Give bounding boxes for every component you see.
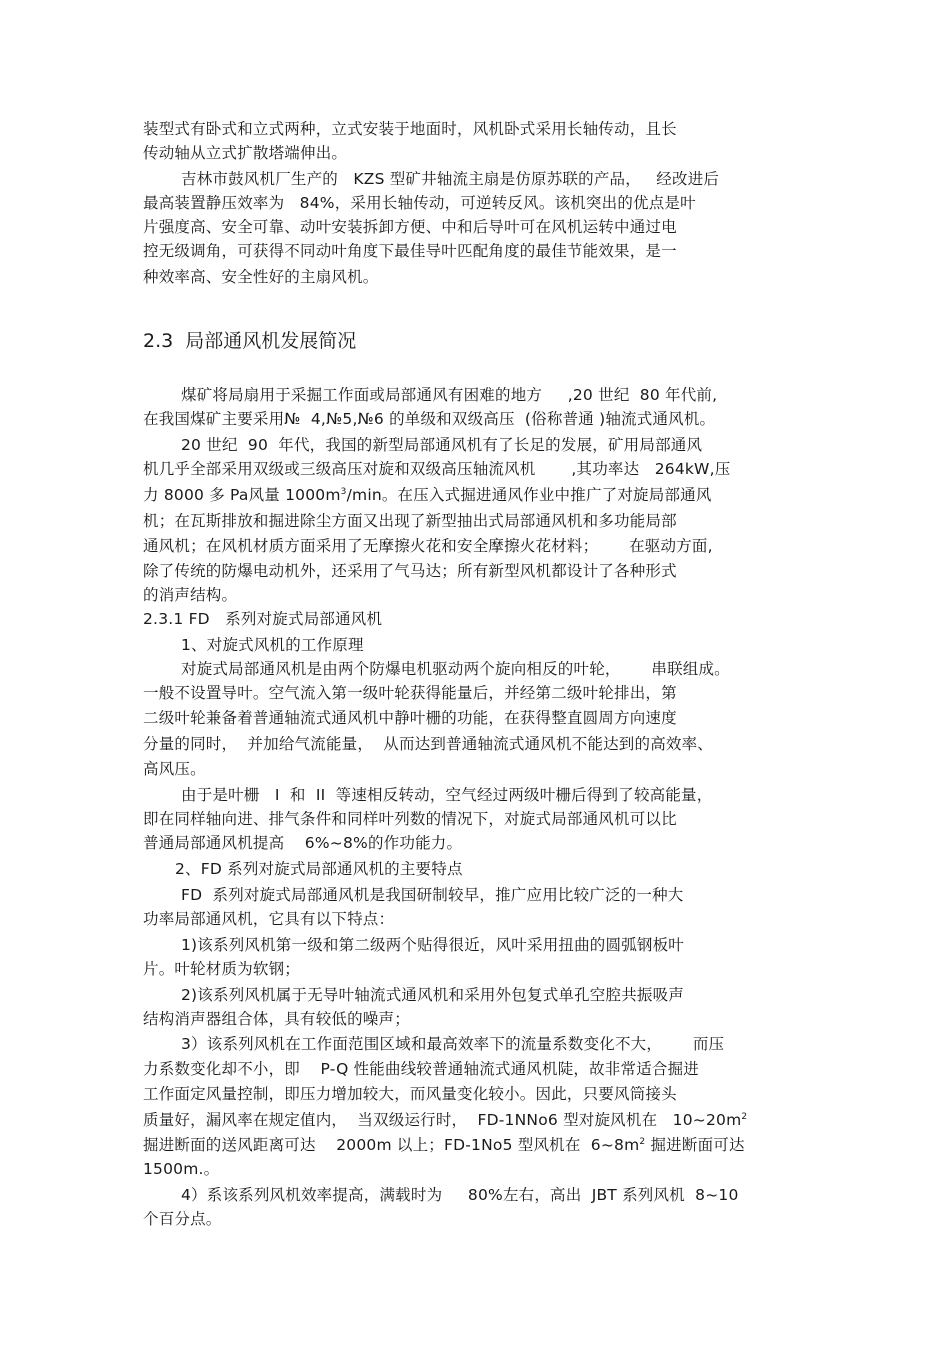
- paragraph-line: 普通局部通风机提高 6%~8%的作功能力。: [143, 834, 463, 852]
- paragraph-line: 传动轴从立式扩散塔端伸出。: [143, 144, 348, 162]
- text-segment: /min。在压入式掘进通风作业中推广了对旋局部通风: [346, 486, 712, 504]
- superscript: 2: [741, 1112, 748, 1122]
- text-segment: 力 8000 多 Pa风量 1000m: [143, 486, 341, 504]
- paragraph-line: 功率局部通风机，它具有以下特点：: [143, 910, 395, 928]
- paragraph-line: 在我国煤矿主要采用№ 4,№5,№6 的单级和双级高压 (俗称普通 )轴流式通风机。: [143, 410, 716, 428]
- paragraph-line: 即在同样轴向进、排气条件和同样叶列数的情况下，对旋式局部通风机可以比: [143, 810, 677, 828]
- paragraph-line: 2)该系列风机属于无导叶轴流式通风机和采用外包复式单孔空腔共振吸声: [181, 986, 685, 1004]
- paragraph-line: 由于是叶栅 I 和 II 等速相反转动，空气经过两级叶栅后得到了较高能量，: [181, 786, 713, 804]
- paragraph-line: 机；在瓦斯排放和掘进除尘方面又出现了新型抽出式局部通风机和多功能局部: [143, 512, 677, 530]
- paragraph-line: [143, 484, 712, 506]
- text-segment: 掘进断面可达: [645, 1136, 745, 1154]
- paragraph-line: 1500m.。: [143, 1160, 220, 1178]
- paragraph-line: 对旋式局部通风机是由两个防爆电机驱动两个旋向相反的叶轮， 串联组成。: [181, 660, 730, 678]
- paragraph-line: 片强度高、安全可靠、动叶安装拆卸方便、中和后导叶可在风机运转中通过电: [143, 218, 677, 236]
- paragraph-line: 煤矿将局扇用于采掘工作面或局部通风有困难的地方 ,20 世纪 80 年代前,: [181, 386, 718, 404]
- paragraph-line: 个百分点。: [143, 1210, 222, 1228]
- paragraph-line: [143, 1109, 747, 1131]
- paragraph-line: 的消声结构。: [143, 586, 238, 604]
- paragraph-line: 工作面定风量控制，即压力增加较大，而风量变化较小。因此，只要风筒接头: [143, 1085, 677, 1103]
- paragraph-line: 力系数变化却不小，即 P-Q 性能曲线较普通轴流式通风机陡，故非常适合掘进: [143, 1060, 700, 1078]
- paragraph-line: 吉林市鼓风机厂生产的 KZS 型矿井轴流主扇是仿原苏联的产品， 经改进后: [181, 170, 720, 188]
- item-title: 2、FD 系列对旋式局部通风机的主要特点: [175, 860, 463, 878]
- paragraph-line: 4）系该系列风机效率提高，满载时为 80%左右，高出 JBT 系列风机 8~10: [181, 1186, 739, 1204]
- paragraph-line: 片。叶轮材质为软钢；: [143, 960, 301, 978]
- paragraph-line: 一般不设置导叶。空气流入第一级叶轮获得能量后，并经第二级叶轮排出，第: [143, 684, 677, 702]
- paragraph-line: 结构消声器组合体，具有较低的噪声；: [143, 1010, 410, 1028]
- section-heading: 2.3 局部通风机发展简况: [143, 330, 357, 352]
- paragraph-line: 高风压。: [143, 760, 206, 778]
- paragraph-line: 20 世纪 90 年代，我国的新型局部通风机有了长足的发展，矿用局部通风: [181, 436, 703, 454]
- paragraph-line: 通风机；在风机材质方面采用了无摩擦火花和安全摩擦火花材料； 在驱动方面,: [143, 537, 713, 555]
- paragraph-line: 最高装置静压效率为 84%，采用长轴传动，可逆转反风。该机突出的优点是叶: [143, 194, 696, 212]
- superscript: 3: [340, 487, 347, 497]
- item-title: 1、对旋式风机的工作原理: [181, 636, 364, 654]
- paragraph-line: 1)该系列风机第一级和第二级两个贴得很近，风叶采用扭曲的圆弧钢板叶: [181, 936, 685, 954]
- paragraph-line: 机几乎全部采用双级或三级高压对旋和双级高压轴流风机 ,其功率达 264kW,压: [143, 460, 731, 478]
- paragraph-line: 除了传统的防爆电动机外，还采用了气马达；所有新型风机都设计了各种形式: [143, 562, 677, 580]
- paragraph-line: FD 系列对旋式局部通风机是我国研制较早，推广应用比较广泛的一种大: [181, 886, 684, 904]
- paragraph-line: 种效率高、安全性好的主扇风机。: [143, 268, 379, 286]
- paragraph-line: 控无级调角，可获得不同动叶角度下最佳导叶匹配角度的最佳节能效果，是一: [143, 242, 677, 260]
- paragraph-line: [143, 1134, 745, 1156]
- text-segment: 质量好，漏风率在规定值内， 当双级运行时， FD-1NNo6 型对旋风机在 10~20m: [143, 1111, 742, 1129]
- text-segment: 掘进断面的送风距离可达 2000m 以上；FD-1No5 型风机在 6~8m: [143, 1136, 640, 1154]
- paragraph-line: 分量的同时， 并加给气流能量， 从而达到普通轴流式通风机不能达到的高效率、: [143, 735, 714, 753]
- subsection-heading: 2.3.1 FD 系列对旋式局部通风机: [143, 610, 383, 628]
- paragraph-line: 3）该系列风机在工作面范围区域和最高效率下的流量系数变化不大， 而压: [181, 1035, 725, 1053]
- paragraph-line: 装型式有卧式和立式两种，立式安装于地面时，风机卧式采用长轴传动，且长: [143, 120, 677, 138]
- superscript: 2: [639, 1137, 646, 1147]
- paragraph-line: 二级叶轮兼备着普通轴流式通风机中静叶栅的功能，在获得整直圆周方向速度: [143, 709, 677, 727]
